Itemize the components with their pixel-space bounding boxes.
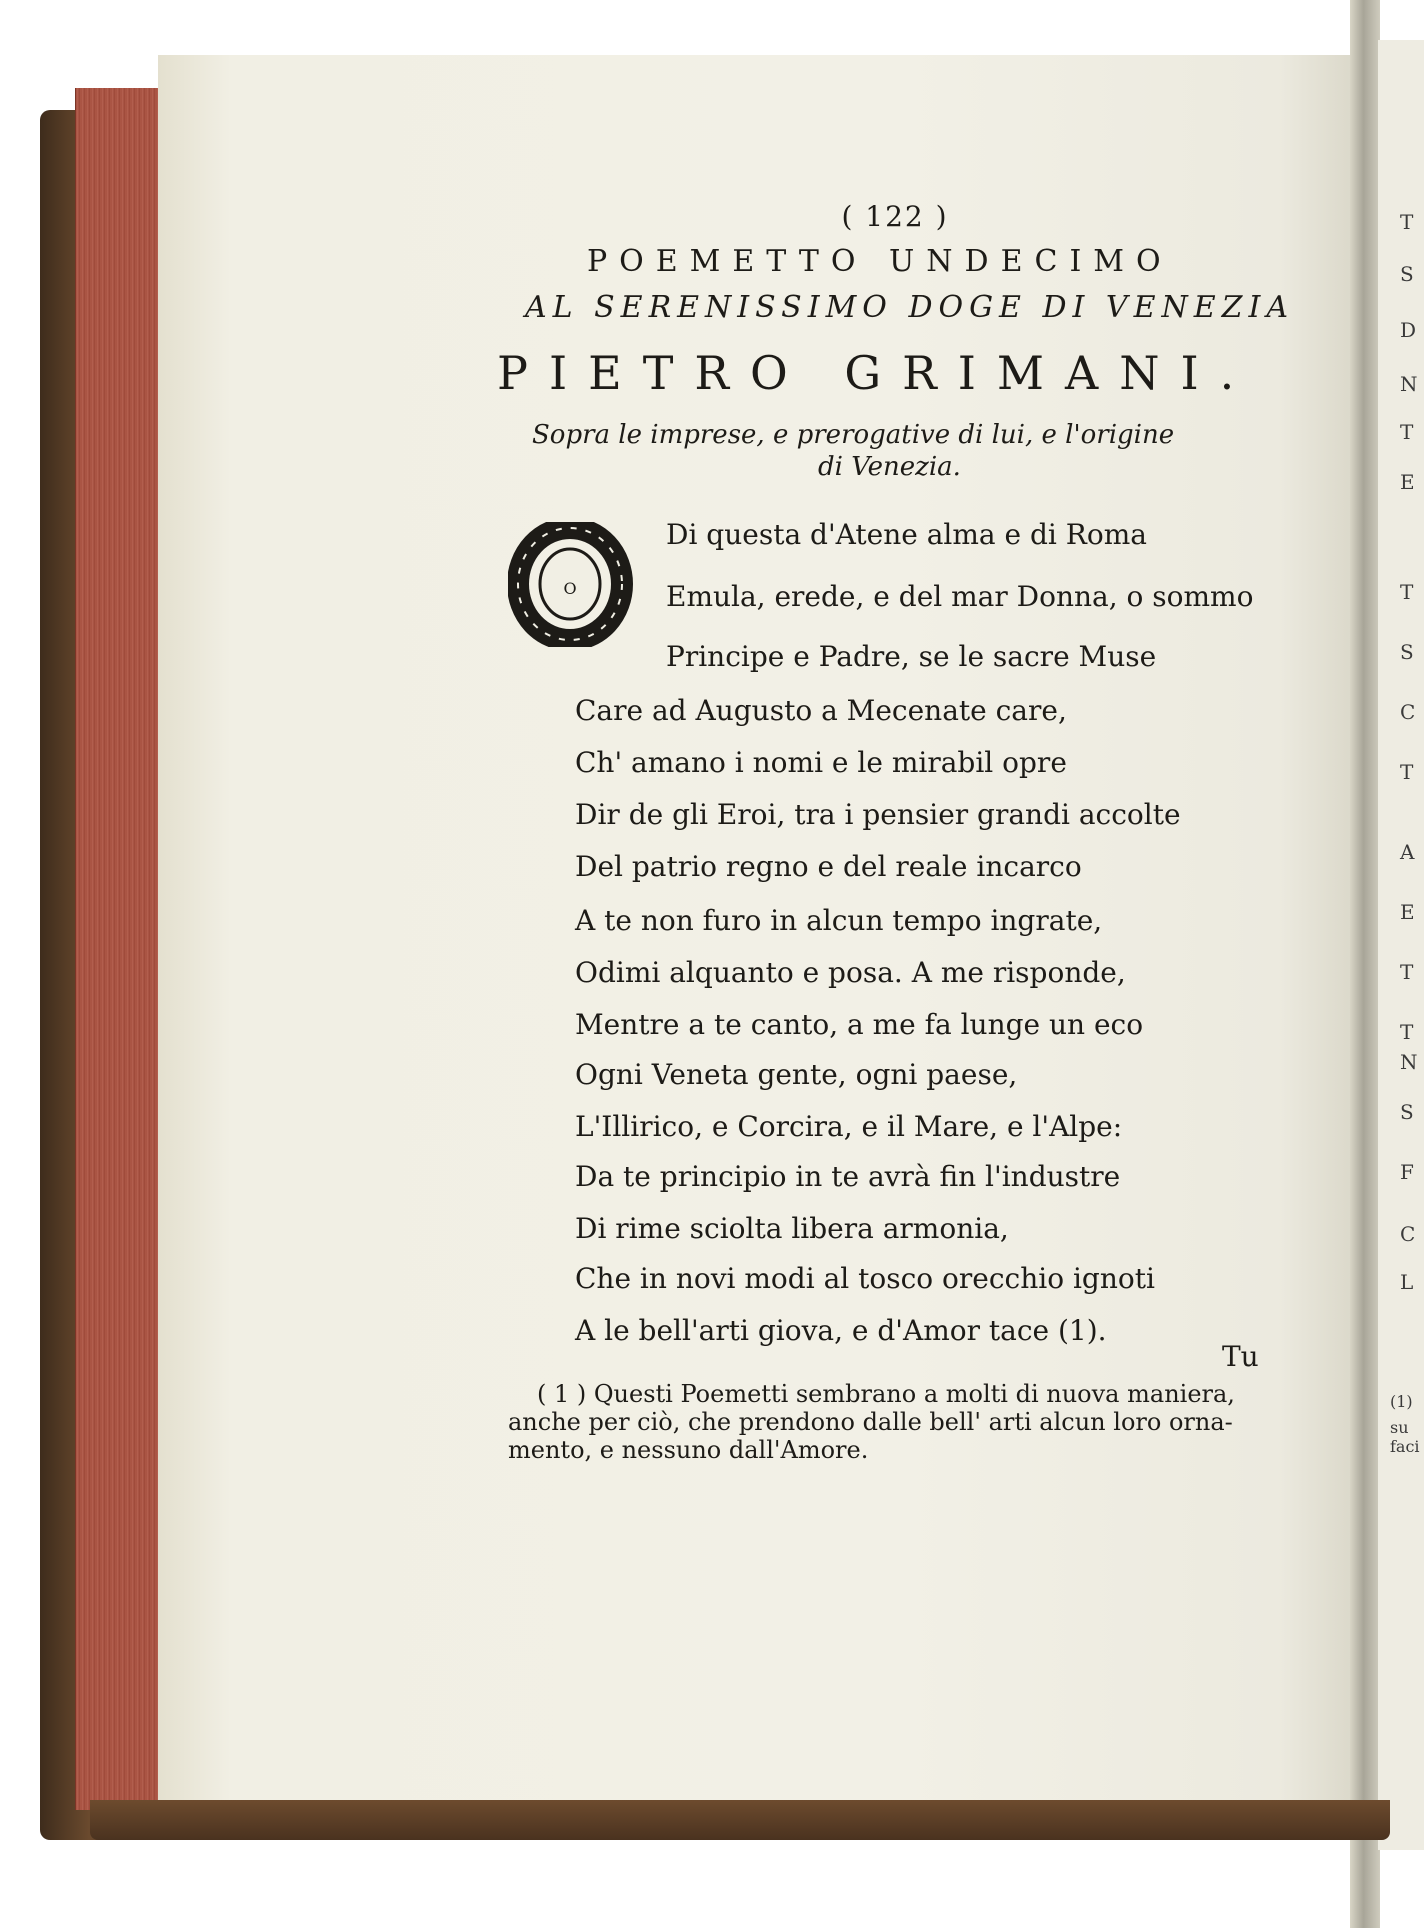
- subtitle-line-2: di Venezia.: [818, 452, 961, 482]
- facing-page: [1378, 40, 1424, 1850]
- verse-line: Dir de gli Eroi, tra i pensier grandi accolte: [575, 798, 1181, 831]
- facing-page-fragment: E: [1400, 900, 1415, 924]
- facing-page-fragment: N: [1400, 372, 1418, 396]
- dropcap-letter: O: [563, 579, 577, 598]
- verse-line: Ogni Veneta gente, ogni paese,: [575, 1058, 1018, 1091]
- verse-line: Del patrio regno e del reale incarco: [575, 850, 1082, 883]
- facing-page-fragment: T: [1400, 580, 1414, 604]
- verse-line: Emula, erede, e del mar Donna, o sommo: [666, 580, 1254, 613]
- facing-page-fragment: T: [1400, 760, 1414, 784]
- facing-page-fragment: T: [1400, 420, 1414, 444]
- facing-page-fragment: su faci: [1390, 1418, 1420, 1456]
- footnote-line: anche per ciò, che prendono dalle bell' arti alcun loro orna-: [508, 1408, 1233, 1436]
- verse-line: Ch' amano i nomi e le mirabil opre: [575, 746, 1067, 779]
- poem-title-line-1: POEMETTO UNDECIMO: [587, 244, 1173, 279]
- facing-page-fragment: (1): [1390, 1392, 1413, 1411]
- book-bottom-edge: [90, 1800, 1390, 1840]
- footnote-line: ( 1 ) Questi Poemetti sembrano a molti di nuova maniera,: [537, 1380, 1235, 1408]
- verse-line: Che in novi modi al tosco orecchio ignoti: [575, 1262, 1155, 1295]
- facing-page-fragment: T: [1400, 210, 1414, 234]
- decorated-initial: [508, 522, 633, 647]
- page-edges: [75, 88, 166, 1810]
- facing-page-fragment: C: [1400, 700, 1416, 724]
- verse-line: Mentre a te canto, a me fa lunge un eco: [575, 1008, 1144, 1041]
- verse-line: Di rime sciolta libera armonia,: [575, 1212, 1009, 1245]
- footnote-line: mento, e nessuno dall'Amore.: [508, 1436, 869, 1464]
- verse-line: A le bell'arti giova, e d'Amor tace (1).: [575, 1314, 1107, 1347]
- facing-page-fragment: F: [1400, 1160, 1414, 1184]
- verse-line: A te non furo in alcun tempo ingrate,: [575, 904, 1103, 937]
- page-gutter: [1350, 0, 1380, 1928]
- verse-line: Di questa d'Atene alma e di Roma: [666, 518, 1147, 551]
- facing-page-fragment: T: [1400, 960, 1414, 984]
- facing-page-fragment: T: [1400, 1020, 1414, 1044]
- facing-page-fragment: A: [1400, 840, 1415, 864]
- poem-title-line-2: AL SERENISSIMO DOGE DI VENEZIA: [525, 290, 1294, 325]
- facing-page-fragment: S: [1400, 262, 1414, 286]
- facing-page-fragment: C: [1400, 1222, 1416, 1246]
- facing-page-fragment: S: [1400, 640, 1414, 664]
- facing-page-fragment: S: [1400, 1100, 1414, 1124]
- facing-page-fragment: E: [1400, 470, 1415, 494]
- page-number: ( 122 ): [841, 200, 949, 233]
- catchword: Tu: [1222, 1340, 1259, 1373]
- facing-page-fragment: N: [1400, 1050, 1418, 1074]
- verse-line: Principe e Padre, se le sacre Muse: [666, 640, 1157, 673]
- facing-page-fragment: L: [1400, 1270, 1414, 1294]
- verse-line: Care ad Augusto a Mecenate care,: [575, 694, 1067, 727]
- verse-line: L'Illirico, e Corcira, e il Mare, e l'Alpe:: [575, 1110, 1123, 1143]
- verse-line: Odimi alquanto e posa. A me risponde,: [575, 956, 1126, 989]
- poem-title-line-3: PIETRO GRIMANI.: [497, 346, 1256, 400]
- facing-page-fragment: D: [1400, 318, 1417, 342]
- subtitle-line-1: Sopra le imprese, e prerogative di lui, e l'origine: [532, 420, 1175, 450]
- verse-line: Da te principio in te avrà fin l'industre: [575, 1160, 1121, 1193]
